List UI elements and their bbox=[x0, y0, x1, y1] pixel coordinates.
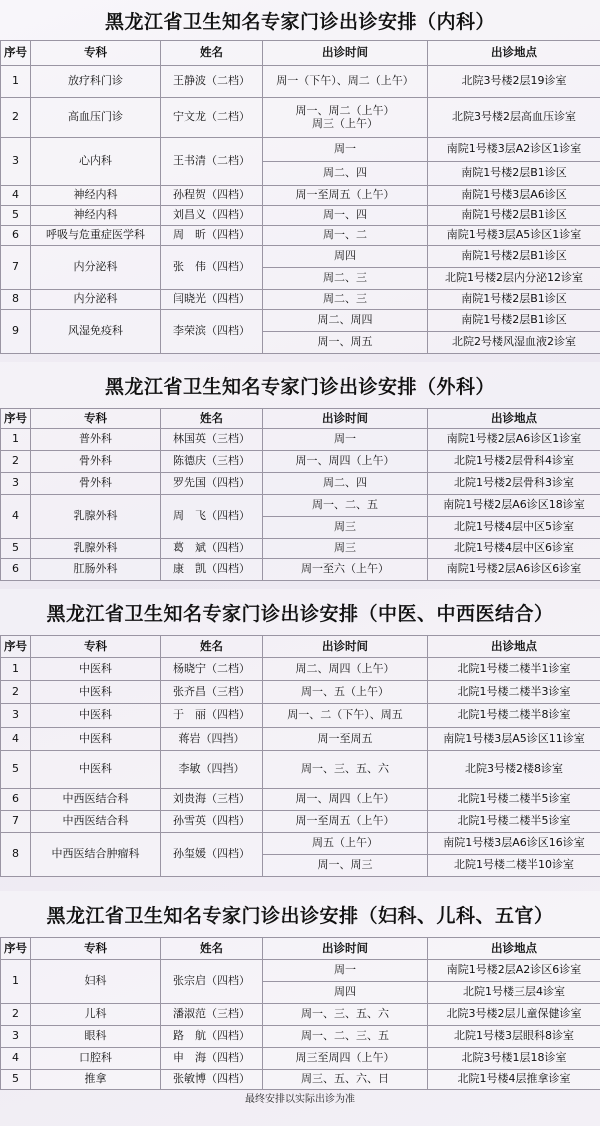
row-index: 4 bbox=[1, 495, 31, 539]
clinic-time-cell: 周三至周四（上午） bbox=[263, 1048, 428, 1070]
clinic-location-cell: 北院1号楼2层内分泌12诊室 bbox=[428, 268, 600, 290]
header-name: 姓名 bbox=[161, 41, 263, 66]
clinic-location-cell: 南院1号楼3层A5诊区11诊室 bbox=[428, 728, 600, 751]
department-cell: 中西医结合科 bbox=[31, 789, 161, 811]
department-cell: 内分泌科 bbox=[31, 246, 161, 290]
clinic-time-cell: 周一、二、五 bbox=[263, 495, 428, 517]
clinic-time-cell: 周一至六（上午） bbox=[263, 559, 428, 581]
table-row bbox=[1, 960, 600, 982]
doctor-name-cell: 申 海（四档） bbox=[161, 1048, 263, 1070]
clinic-time-cell: 周二、三 bbox=[263, 290, 428, 310]
doctor-name-cell: 路 航（四档） bbox=[161, 1026, 263, 1048]
clinic-location-cell: 北院3号楼2层19诊室 bbox=[428, 66, 600, 98]
department-cell: 推拿 bbox=[31, 1070, 161, 1090]
clinic-location-cell: 北院1号楼二楼半5诊室 bbox=[428, 811, 600, 833]
row-index: 2 bbox=[1, 451, 31, 473]
doctor-name-cell: 蒋岩（四挡） bbox=[161, 728, 263, 751]
table-header-row bbox=[1, 41, 600, 66]
clinic-time-cell: 周四 bbox=[263, 982, 428, 1004]
clinic-location-cell: 南院1号楼2层A6诊区6诊室 bbox=[428, 559, 600, 581]
row-index: 8 bbox=[1, 833, 31, 877]
header-name: 姓名 bbox=[161, 938, 263, 960]
row-index: 1 bbox=[1, 429, 31, 451]
clinic-location-cell: 南院1号楼2层B1诊区 bbox=[428, 290, 600, 310]
doctor-name-cell: 刘贵海（三档） bbox=[161, 789, 263, 811]
section-title: 黑龙江省卫生知名专家门诊出诊安排（中医、中西医结合） bbox=[46, 602, 554, 625]
department-cell: 骨外科 bbox=[31, 451, 161, 473]
row-index: 6 bbox=[1, 789, 31, 811]
table-header-row bbox=[1, 636, 600, 658]
clinic-location-cell: 南院1号楼2层A6诊区18诊室 bbox=[428, 495, 600, 517]
header-index: 序号 bbox=[1, 636, 31, 658]
clinic-location-cell: 南院1号楼2层A6诊区1诊室 bbox=[428, 429, 600, 451]
row-index: 5 bbox=[1, 206, 31, 226]
header-time: 出诊时间 bbox=[263, 41, 428, 66]
department-cell: 风湿免疫科 bbox=[31, 310, 161, 354]
schedule-table bbox=[0, 635, 600, 877]
clinic-time-cell: 周二、四 bbox=[263, 473, 428, 495]
doctor-name-cell: 潘淑范（三档） bbox=[161, 1004, 263, 1026]
clinic-time-cell: 周一、周五 bbox=[263, 332, 428, 354]
department-cell: 中医科 bbox=[31, 681, 161, 704]
doctor-name-cell: 李荣滨（四档） bbox=[161, 310, 263, 354]
header-location: 出诊地点 bbox=[428, 41, 600, 66]
row-index: 6 bbox=[1, 559, 31, 581]
doctor-name-cell: 张 伟（四档） bbox=[161, 246, 263, 290]
clinic-location-cell: 北院1号楼二楼半10诊室 bbox=[428, 855, 600, 877]
header-department: 专科 bbox=[31, 938, 161, 960]
clinic-time-cell: 周一、五（上午） bbox=[263, 681, 428, 704]
department-cell: 乳腺外科 bbox=[31, 539, 161, 559]
clinic-time-cell: 周一、周四（上午） bbox=[263, 789, 428, 811]
row-index: 3 bbox=[1, 138, 31, 186]
section-gap bbox=[0, 877, 600, 891]
table-row bbox=[1, 186, 600, 206]
doctor-name-cell: 宁文龙（二档） bbox=[161, 98, 263, 138]
table-row bbox=[1, 539, 600, 559]
clinic-location-cell: 南院1号楼3层A2诊区1诊室 bbox=[428, 138, 600, 162]
clinic-location-cell: 北院3号楼2楼8诊室 bbox=[428, 751, 600, 789]
row-index: 8 bbox=[1, 290, 31, 310]
doctor-name-cell: 张齐昌（三档） bbox=[161, 681, 263, 704]
doctor-name-cell: 康 凯（四档） bbox=[161, 559, 263, 581]
department-cell: 中医科 bbox=[31, 658, 161, 681]
doctor-name-cell: 林国英（三档） bbox=[161, 429, 263, 451]
department-cell: 普外科 bbox=[31, 429, 161, 451]
clinic-location-cell: 南院1号楼2层B1诊区 bbox=[428, 206, 600, 226]
department-cell: 中医科 bbox=[31, 751, 161, 789]
clinic-location-cell: 北院1号楼2层骨科3诊室 bbox=[428, 473, 600, 495]
doctor-name-cell: 孙程贺（四档） bbox=[161, 186, 263, 206]
table-row bbox=[1, 1070, 600, 1090]
clinic-time-cell: 周一 bbox=[263, 138, 428, 162]
clinic-time-cell: 周一、三、五、六 bbox=[263, 751, 428, 789]
schedule-section bbox=[0, 0, 600, 354]
row-index: 9 bbox=[1, 310, 31, 354]
clinic-time-cell: 周二、周四（上午） bbox=[263, 658, 428, 681]
clinic-time-cell: 周三、五、六、日 bbox=[263, 1070, 428, 1090]
doctor-name-cell: 孙玺媛（四档） bbox=[161, 833, 263, 877]
header-time: 出诊时间 bbox=[263, 636, 428, 658]
department-cell: 中西医结合科 bbox=[31, 811, 161, 833]
row-index: 1 bbox=[1, 960, 31, 1004]
clinic-time-cell: 周一至周五 bbox=[263, 728, 428, 751]
clinic-location-cell: 北院1号楼二楼半3诊室 bbox=[428, 681, 600, 704]
clinic-location-cell: 北院3号楼1层18诊室 bbox=[428, 1048, 600, 1070]
department-cell: 骨外科 bbox=[31, 473, 161, 495]
clinic-location-cell: 南院1号楼2层B1诊区 bbox=[428, 310, 600, 332]
department-cell: 中西医结合肿瘤科 bbox=[31, 833, 161, 877]
table-row bbox=[1, 559, 600, 581]
section-title: 黑龙江省卫生知名专家门诊出诊安排（妇科、儿科、五官） bbox=[46, 904, 554, 927]
department-cell: 心内科 bbox=[31, 138, 161, 186]
doctor-name-cell: 刘昌义（四档） bbox=[161, 206, 263, 226]
table-header-row bbox=[1, 409, 600, 429]
doctor-name-cell: 葛 斌（四档） bbox=[161, 539, 263, 559]
department-cell: 中医科 bbox=[31, 704, 161, 728]
department-cell: 中医科 bbox=[31, 728, 161, 751]
clinic-time-cell: 周三 bbox=[263, 539, 428, 559]
clinic-location-cell: 北院1号楼二楼半5诊室 bbox=[428, 789, 600, 811]
clinic-location-cell: 南院1号楼3层A5诊区1诊室 bbox=[428, 226, 600, 246]
clinic-time-cell: 周一、二（下午）、周五 bbox=[263, 704, 428, 728]
row-index: 4 bbox=[1, 1048, 31, 1070]
section-gap bbox=[0, 581, 600, 589]
row-index: 4 bbox=[1, 728, 31, 751]
department-cell: 口腔科 bbox=[31, 1048, 161, 1070]
doctor-name-cell: 周 飞（四档） bbox=[161, 495, 263, 539]
schedule-table bbox=[0, 408, 600, 581]
table-row bbox=[1, 704, 600, 728]
table-row bbox=[1, 206, 600, 226]
row-index: 6 bbox=[1, 226, 31, 246]
clinic-time-cell: 周一 bbox=[263, 960, 428, 982]
doctor-name-cell: 张敏博（四档） bbox=[161, 1070, 263, 1090]
clinic-location-cell: 南院1号楼2层A2诊区6诊室 bbox=[428, 960, 600, 982]
doctor-name-cell: 闫晓光（四档） bbox=[161, 290, 263, 310]
row-index: 3 bbox=[1, 704, 31, 728]
section-gap bbox=[0, 354, 600, 362]
row-index: 2 bbox=[1, 1004, 31, 1026]
clinic-location-cell: 北院1号楼二楼半8诊室 bbox=[428, 704, 600, 728]
clinic-time-cell: 周二、周四 bbox=[263, 310, 428, 332]
department-cell: 肛肠外科 bbox=[31, 559, 161, 581]
doctor-name-cell: 于 丽（四档） bbox=[161, 704, 263, 728]
section-title: 黑龙江省卫生知名专家门诊出诊安排（外科） bbox=[104, 375, 495, 398]
table-row bbox=[1, 811, 600, 833]
doctor-name-cell: 陈德庆（三档） bbox=[161, 451, 263, 473]
schedule-table bbox=[0, 40, 600, 354]
department-cell: 高血压门诊 bbox=[31, 98, 161, 138]
department-cell: 神经内科 bbox=[31, 186, 161, 206]
row-index: 5 bbox=[1, 751, 31, 789]
clinic-time-cell: 周二、四 bbox=[263, 162, 428, 186]
table-row bbox=[1, 98, 600, 138]
footer-note: 最终安排以实际出诊为准 bbox=[245, 1094, 355, 1105]
clinic-location-cell: 北院1号楼二楼半1诊室 bbox=[428, 658, 600, 681]
department-cell: 儿科 bbox=[31, 1004, 161, 1026]
header-time: 出诊时间 bbox=[263, 409, 428, 429]
clinic-location-cell: 北院3号楼2层儿童保健诊室 bbox=[428, 1004, 600, 1026]
doctor-name-cell: 李敏（四挡） bbox=[161, 751, 263, 789]
table-header-row bbox=[1, 938, 600, 960]
doctor-name-cell: 张宗启（四档） bbox=[161, 960, 263, 1004]
department-cell: 放疗科门诊 bbox=[31, 66, 161, 98]
row-index: 1 bbox=[1, 658, 31, 681]
row-index: 7 bbox=[1, 246, 31, 290]
row-index: 5 bbox=[1, 539, 31, 559]
table-row bbox=[1, 751, 600, 789]
clinic-time-cell: 周一 bbox=[263, 429, 428, 451]
clinic-location-cell: 南院1号楼2层B1诊区 bbox=[428, 162, 600, 186]
clinic-time-cell: 周五（上午） bbox=[263, 833, 428, 855]
table-row bbox=[1, 429, 600, 451]
row-index: 7 bbox=[1, 811, 31, 833]
header-time: 出诊时间 bbox=[263, 938, 428, 960]
header-index: 序号 bbox=[1, 938, 31, 960]
schedule-section bbox=[0, 891, 600, 1090]
table-row bbox=[1, 226, 600, 246]
row-index: 3 bbox=[1, 473, 31, 495]
schedule-section bbox=[0, 589, 600, 877]
header-department: 专科 bbox=[31, 409, 161, 429]
clinic-time-cell: 周二、三 bbox=[263, 268, 428, 290]
header-index: 序号 bbox=[1, 409, 31, 429]
doctor-name-cell: 罗先国（四档） bbox=[161, 473, 263, 495]
header-location: 出诊地点 bbox=[428, 409, 600, 429]
row-index: 1 bbox=[1, 66, 31, 98]
clinic-time-cell: 周一、四 bbox=[263, 206, 428, 226]
clinic-location-cell: 北院3号楼2层高血压诊室 bbox=[428, 98, 600, 138]
doctor-name-cell: 周 昕（四档） bbox=[161, 226, 263, 246]
header-location: 出诊地点 bbox=[428, 636, 600, 658]
clinic-time-cell: 周一、二 bbox=[263, 226, 428, 246]
table-row bbox=[1, 658, 600, 681]
clinic-time-cell: 周一、周二（上午） 周三（上午） bbox=[263, 98, 428, 138]
schedule-table bbox=[0, 937, 600, 1090]
clinic-time-cell: 周一、三、五、六 bbox=[263, 1004, 428, 1026]
table-row bbox=[1, 789, 600, 811]
doctor-name-cell: 王静波（二档） bbox=[161, 66, 263, 98]
clinic-location-cell: 北院1号楼4层中区6诊室 bbox=[428, 539, 600, 559]
department-cell: 呼吸与危重症医学科 bbox=[31, 226, 161, 246]
table-row bbox=[1, 66, 600, 98]
header-name: 姓名 bbox=[161, 636, 263, 658]
row-index: 3 bbox=[1, 1026, 31, 1048]
clinic-time-cell: 周一（下午）、周二（上午） bbox=[263, 66, 428, 98]
header-location: 出诊地点 bbox=[428, 938, 600, 960]
clinic-time-cell: 周一至周五（上午） bbox=[263, 186, 428, 206]
department-cell: 内分泌科 bbox=[31, 290, 161, 310]
clinic-location-cell: 南院1号楼3层A6诊区 bbox=[428, 186, 600, 206]
table-row bbox=[1, 1004, 600, 1026]
doctor-name-cell: 孙雪英（四档） bbox=[161, 811, 263, 833]
table-row bbox=[1, 1026, 600, 1048]
clinic-time-cell: 周一、周三 bbox=[263, 855, 428, 877]
row-index: 5 bbox=[1, 1070, 31, 1090]
clinic-time-cell: 周一、二、三、五 bbox=[263, 1026, 428, 1048]
row-index: 2 bbox=[1, 681, 31, 704]
table-row bbox=[1, 473, 600, 495]
table-row bbox=[1, 681, 600, 704]
clinic-location-cell: 北院1号楼4层推拿诊室 bbox=[428, 1070, 600, 1090]
table-row bbox=[1, 310, 600, 332]
clinic-time-cell: 周一、周四（上午） bbox=[263, 451, 428, 473]
clinic-location-cell: 北院1号楼三层4诊室 bbox=[428, 982, 600, 1004]
table-row bbox=[1, 833, 600, 855]
table-row bbox=[1, 290, 600, 310]
table-row bbox=[1, 495, 600, 517]
department-cell: 乳腺外科 bbox=[31, 495, 161, 539]
table-row bbox=[1, 138, 600, 162]
table-row bbox=[1, 1048, 600, 1070]
row-index: 4 bbox=[1, 186, 31, 206]
row-index: 2 bbox=[1, 98, 31, 138]
table-row bbox=[1, 246, 600, 268]
doctor-name-cell: 王书清（二档） bbox=[161, 138, 263, 186]
clinic-location-cell: 南院1号楼3层A6诊区16诊室 bbox=[428, 833, 600, 855]
header-department: 专科 bbox=[31, 41, 161, 66]
clinic-location-cell: 北院1号楼4层中区5诊室 bbox=[428, 517, 600, 539]
clinic-location-cell: 北院1号楼3层眼科8诊室 bbox=[428, 1026, 600, 1048]
table-row bbox=[1, 451, 600, 473]
section-title: 黑龙江省卫生知名专家门诊出诊安排（内科） bbox=[104, 10, 495, 33]
department-cell: 妇科 bbox=[31, 960, 161, 1004]
clinic-time-cell: 周四 bbox=[263, 246, 428, 268]
clinic-location-cell: 北院2号楼风湿血液2诊室 bbox=[428, 332, 600, 354]
clinic-time-cell: 周三 bbox=[263, 517, 428, 539]
clinic-location-cell: 南院1号楼2层B1诊区 bbox=[428, 246, 600, 268]
header-index: 序号 bbox=[1, 41, 31, 66]
schedule-section bbox=[0, 362, 600, 581]
table-row bbox=[1, 728, 600, 751]
header-department: 专科 bbox=[31, 636, 161, 658]
clinic-time-cell: 周一至周五（上午） bbox=[263, 811, 428, 833]
header-name: 姓名 bbox=[161, 409, 263, 429]
department-cell: 眼科 bbox=[31, 1026, 161, 1048]
doctor-name-cell: 杨晓宁（二档） bbox=[161, 658, 263, 681]
department-cell: 神经内科 bbox=[31, 206, 161, 226]
clinic-location-cell: 北院1号楼2层骨科4诊室 bbox=[428, 451, 600, 473]
